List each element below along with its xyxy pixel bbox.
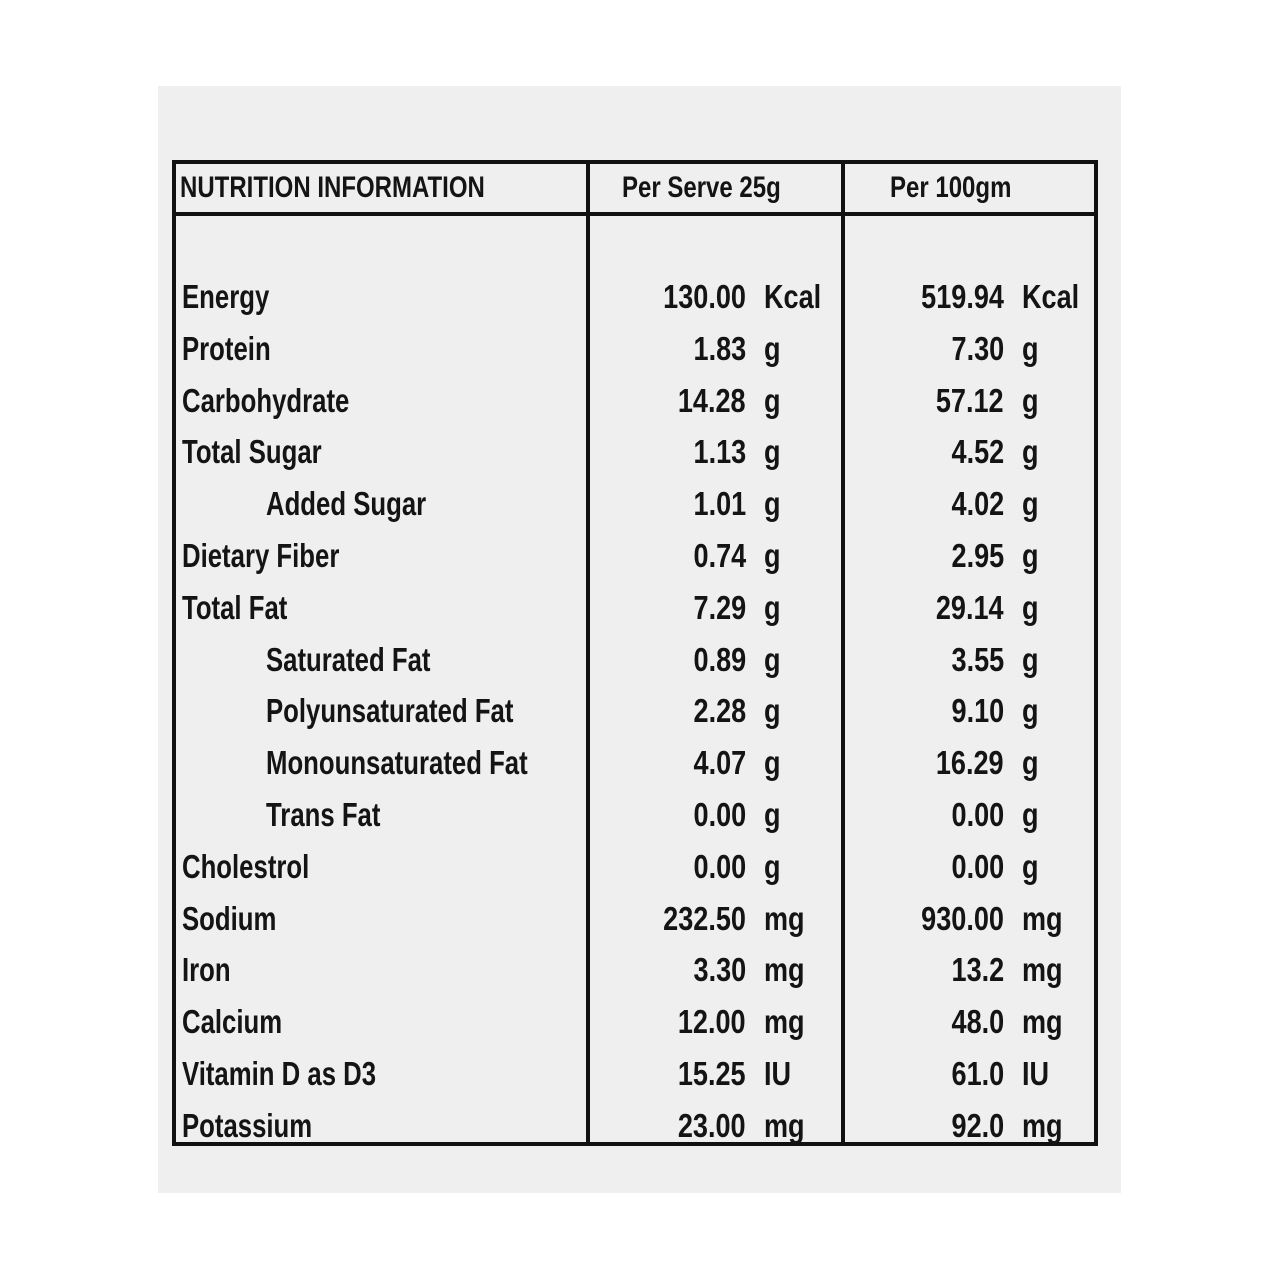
per-serve-unit: mg [764, 951, 805, 989]
per-serve-value: 1.01 [693, 485, 746, 523]
nutrient-name: Saturated Fat [266, 640, 431, 678]
per-serve-unit: g [764, 485, 781, 523]
per-serve-unit: g [764, 640, 781, 678]
per-serve-value: 1.83 [693, 329, 746, 367]
header-divider [172, 212, 1098, 216]
per-100-unit: g [1022, 485, 1039, 523]
table-row [176, 841, 1094, 893]
table-row [176, 582, 1094, 634]
nutrient-name: Total Sugar [182, 433, 322, 471]
nutrient-name: Calcium [182, 1003, 283, 1041]
per-serve-unit: mg [764, 1106, 805, 1144]
per-100-value: 57.12 [936, 381, 1004, 419]
nutrient-name: Vitamin D as D3 [182, 1055, 377, 1092]
per-100-value: 9.10 [951, 692, 1004, 730]
nutrient-name: Sodium [182, 899, 277, 937]
per-serve-value: 130.00 [663, 278, 746, 315]
per-100-value: 0.00 [951, 847, 1004, 885]
per-serve-unit: g [764, 692, 781, 730]
per-serve-value: 23.00 [678, 1106, 746, 1144]
per-serve-unit: g [764, 433, 781, 471]
per-serve-unit: mg [764, 1003, 805, 1041]
per-100-unit: IU [1022, 1055, 1050, 1092]
per-serve-value: 15.25 [678, 1055, 746, 1092]
nutrient-name: Polyunsaturated Fat [266, 692, 514, 730]
table-row [176, 634, 1094, 686]
per-100-value: 7.30 [951, 329, 1004, 367]
per-serve-unit: IU [764, 1055, 792, 1092]
per-serve-value: 2.28 [693, 692, 746, 730]
per-100-value: 2.95 [951, 537, 1004, 574]
nutrient-name: Potassium [182, 1106, 313, 1144]
per-serve-value: 0.00 [693, 847, 746, 885]
table-row [176, 426, 1094, 478]
per-serve-unit: g [764, 847, 781, 885]
per-serve-value: 3.30 [693, 951, 746, 989]
per-serve-value: 0.74 [693, 537, 746, 574]
table-title: NUTRITION INFORMATION [180, 171, 485, 204]
per-100-unit: g [1022, 847, 1039, 885]
per-100-unit: mg [1022, 1106, 1063, 1144]
per-100-unit: g [1022, 588, 1039, 626]
per-serve-value: 14.28 [678, 381, 746, 419]
per-100-value: 92.0 [951, 1106, 1004, 1144]
per-100-value: 0.00 [951, 796, 1004, 833]
per-100-unit: g [1022, 433, 1039, 471]
per-100-value: 48.0 [951, 1003, 1004, 1041]
per-serve-header: Per Serve 25g [622, 171, 781, 204]
per-serve-unit: g [764, 588, 781, 626]
per-100-value: 519.94 [921, 278, 1004, 315]
per-100-unit: mg [1022, 1003, 1063, 1041]
nutrient-name: Dietary Fiber [182, 537, 340, 574]
per-serve-value: 232.50 [663, 899, 746, 937]
table-row [176, 530, 1094, 582]
per-serve-value: 12.00 [678, 1003, 746, 1041]
per-100-value: 3.55 [951, 640, 1004, 678]
per-100-unit: g [1022, 329, 1039, 367]
table-row [176, 271, 1094, 323]
per-100-header: Per 100gm [890, 171, 1012, 204]
table-row [176, 996, 1094, 1048]
per-100-value: 4.52 [951, 433, 1004, 471]
nutrition-table [172, 160, 1098, 1146]
nutrient-name: Energy [182, 278, 270, 315]
table-row [176, 375, 1094, 427]
per-100-value: 930.00 [921, 899, 1004, 937]
table-row [176, 478, 1094, 530]
table-row [176, 323, 1094, 375]
per-serve-value: 4.07 [693, 744, 746, 782]
per-100-value: 61.0 [951, 1055, 1004, 1092]
per-serve-unit: g [764, 744, 781, 782]
per-100-unit: mg [1022, 951, 1063, 989]
per-100-value: 29.14 [936, 588, 1004, 626]
table-row [176, 789, 1094, 841]
per-serve-unit: g [764, 537, 781, 574]
nutrient-name: Cholestrol [182, 847, 310, 885]
nutrient-name: Monounsaturated Fat [266, 744, 528, 782]
per-100-value: 13.2 [951, 951, 1004, 989]
table-row [176, 685, 1094, 737]
per-serve-value: 0.00 [693, 796, 746, 833]
nutrient-name: Trans Fat [266, 796, 381, 833]
per-100-unit: mg [1022, 899, 1063, 937]
per-100-unit: g [1022, 744, 1039, 782]
per-100-unit: g [1022, 381, 1039, 419]
table-row [176, 944, 1094, 996]
nutrient-name: Iron [182, 951, 231, 989]
per-serve-unit: mg [764, 899, 805, 937]
per-serve-unit: Kcal [764, 278, 822, 315]
per-100-unit: g [1022, 640, 1039, 678]
per-100-unit: g [1022, 796, 1039, 833]
nutrient-name: Added Sugar [266, 485, 427, 523]
per-100-unit: g [1022, 537, 1039, 574]
per-100-value: 4.02 [951, 485, 1004, 523]
per-serve-unit: g [764, 329, 781, 367]
per-serve-value: 7.29 [693, 588, 746, 626]
per-100-unit: g [1022, 692, 1039, 730]
table-row [176, 893, 1094, 945]
per-serve-value: 1.13 [693, 433, 746, 471]
table-row [176, 1048, 1094, 1100]
per-serve-value: 0.89 [693, 640, 746, 678]
per-serve-unit: g [764, 796, 781, 833]
nutrient-name: Protein [182, 329, 271, 367]
table-row [176, 1100, 1094, 1152]
per-100-unit: Kcal [1022, 278, 1080, 315]
per-100-value: 16.29 [936, 744, 1004, 782]
table-row [176, 737, 1094, 789]
nutrient-name: Total Fat [182, 588, 288, 626]
per-serve-unit: g [764, 381, 781, 419]
nutrient-name: Carbohydrate [182, 381, 350, 419]
